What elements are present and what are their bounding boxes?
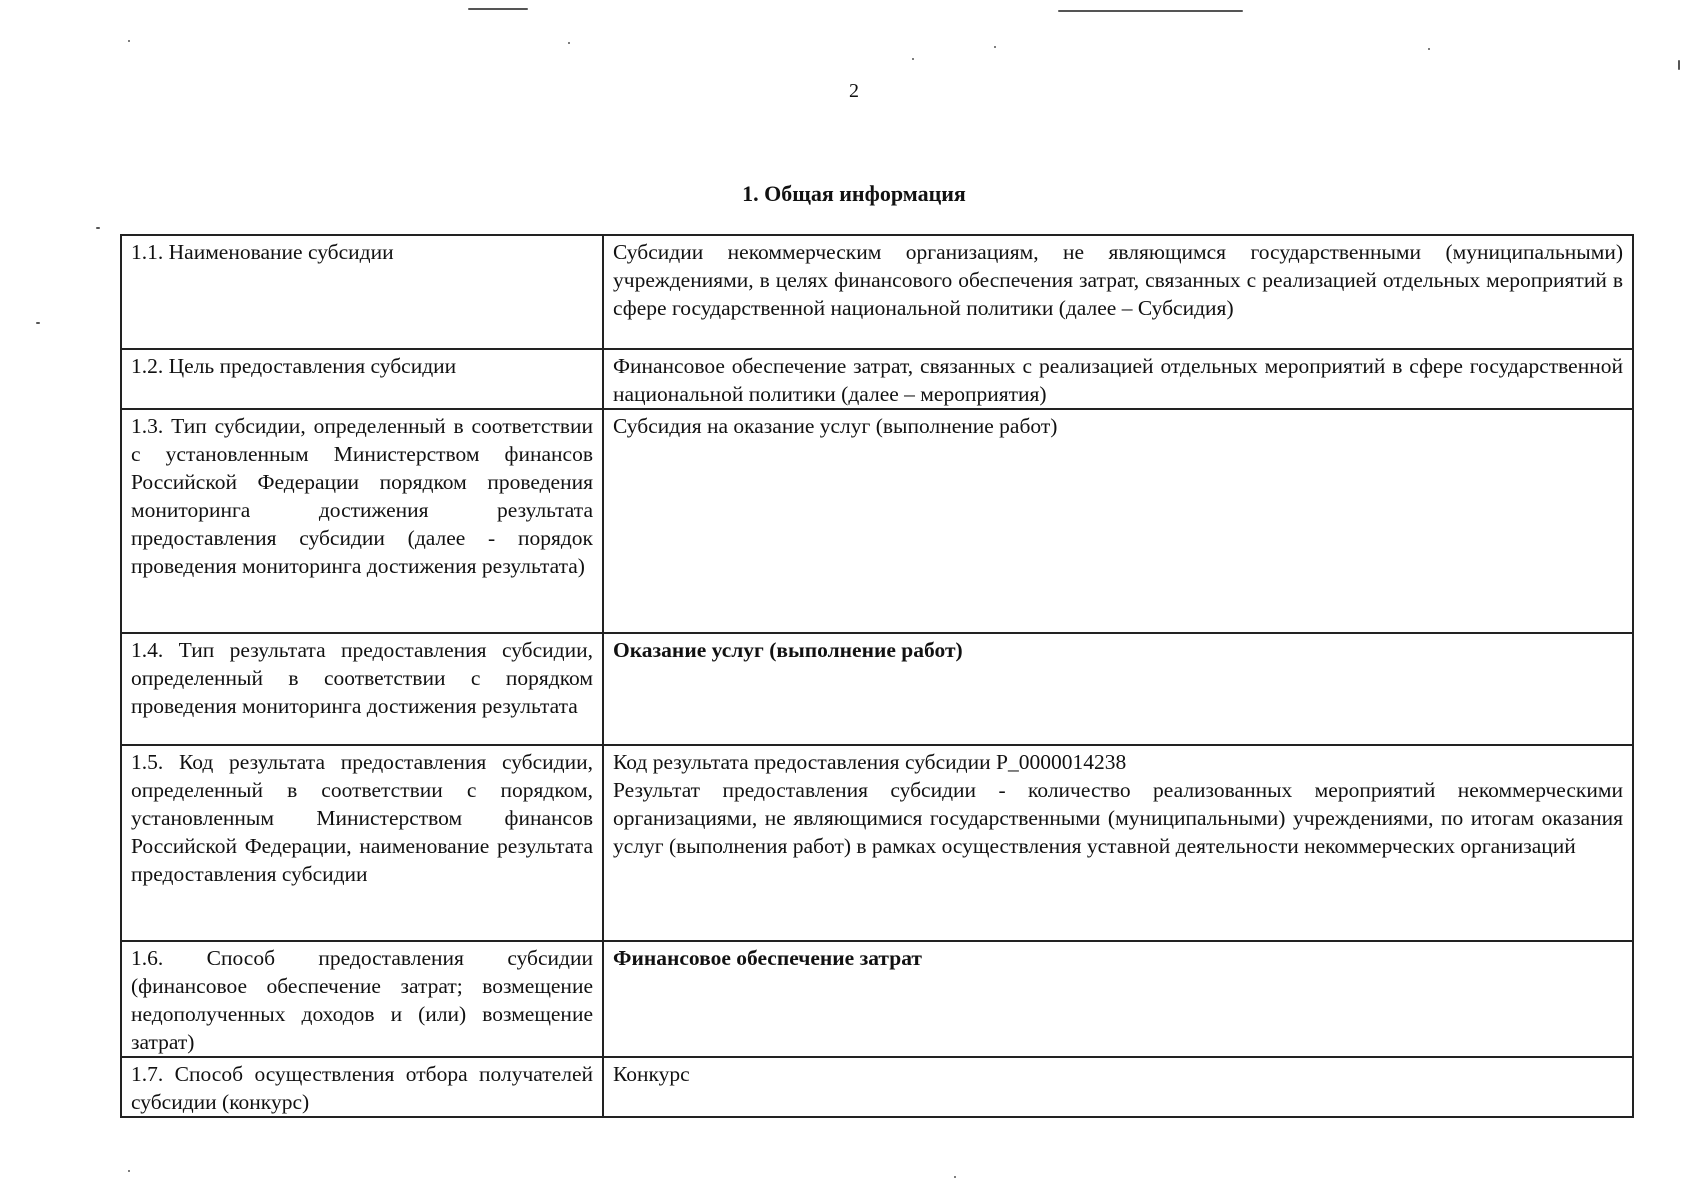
row-label-result-code: 1.5. Код результата предоставления субсидии, определенный в соответствии с порядком, установленным Министерством финансов Российской Федерации, наименование результата предоставления субсидии [121,745,603,941]
row-label-subsidy-goal: 1.2. Цель предоставления субсидии [121,349,603,409]
row-value-result-type: Оказание услуг (выполнение работ) [603,633,1633,745]
row-value-subsidy-name: Субсидии некоммерческим организациям, не являющимся государственными (муниципальными) учреждениями, в целях финансового обеспечения затрат, связанных с реализацией отдельных мероприятий в сфере государственной национальной политики (далее – Субсидия) [603,235,1633,349]
row-value-subsidy-type: Субсидия на оказание услуг (выполнение работ) [603,409,1633,633]
scan-speck [1678,60,1680,70]
table-row [121,633,1633,745]
scan-speck [128,40,130,42]
scan-speck [568,42,570,44]
table-row [121,745,1633,941]
scan-speck [128,1170,130,1172]
scan-speck [994,46,996,48]
scan-speck [36,322,40,324]
general-info-table [120,234,1634,1118]
table-row [121,409,1633,633]
row-label-selection-method: 1.7. Способ осуществления отбора получателей субсидии (конкурс) [121,1057,603,1117]
row-value-selection-method: Конкурс [603,1057,1633,1117]
page-number: 2 [849,80,859,102]
row-value-result-code [603,745,1633,941]
scan-speck [468,8,528,10]
scan-speck [954,1176,956,1178]
table-row [121,941,1633,1057]
scan-speck [1428,48,1430,50]
row-label-subsidy-type: 1.3. Тип субсидии, определенный в соответствии с установленным Министерством финансов Российской Федерации порядком проведения мониторинга достижения результата предоставления субсидии (далее - порядок проведения мониторинга достижения результата) [121,409,603,633]
row-value-subsidy-goal: Финансовое обеспечение затрат, связанных с реализацией отдельных мероприятий в сфере государственной национальной политики (далее – мероприятия) [603,349,1633,409]
row-label-subsidy-name: 1.1. Наименование субсидии [121,235,603,349]
scan-speck [1058,10,1243,12]
row-label-provision-method: 1.6. Способ предоставления субсидии (финансовое обеспечение затрат; возмещение недополученных доходов и (или) возмещение затрат) [121,941,603,1057]
result-code-line: Код результата предоставления субсидии P_0000014238 [613,750,1127,774]
row-value-provision-method: Финансовое обеспечение затрат [603,941,1633,1057]
table-row [121,349,1633,409]
row-label-result-type: 1.4. Тип результата предоставления субсидии, определенный в соответствии с порядком проведения мониторинга достижения результата [121,633,603,745]
table-row [121,1057,1633,1117]
result-description: Результат предоставления субсидии - количество реализованных мероприятий некоммерческими организациями, не являющимися государственными (муниципальными) учреждениями, по итогам оказания услуг (выполнения работ) в рамках осуществления уставной деятельности некоммерческих организаций [613,778,1623,858]
table-row [121,235,1633,349]
scan-speck [96,227,100,229]
section-title: 1. Общая информация [742,181,966,206]
scan-speck [912,58,914,60]
